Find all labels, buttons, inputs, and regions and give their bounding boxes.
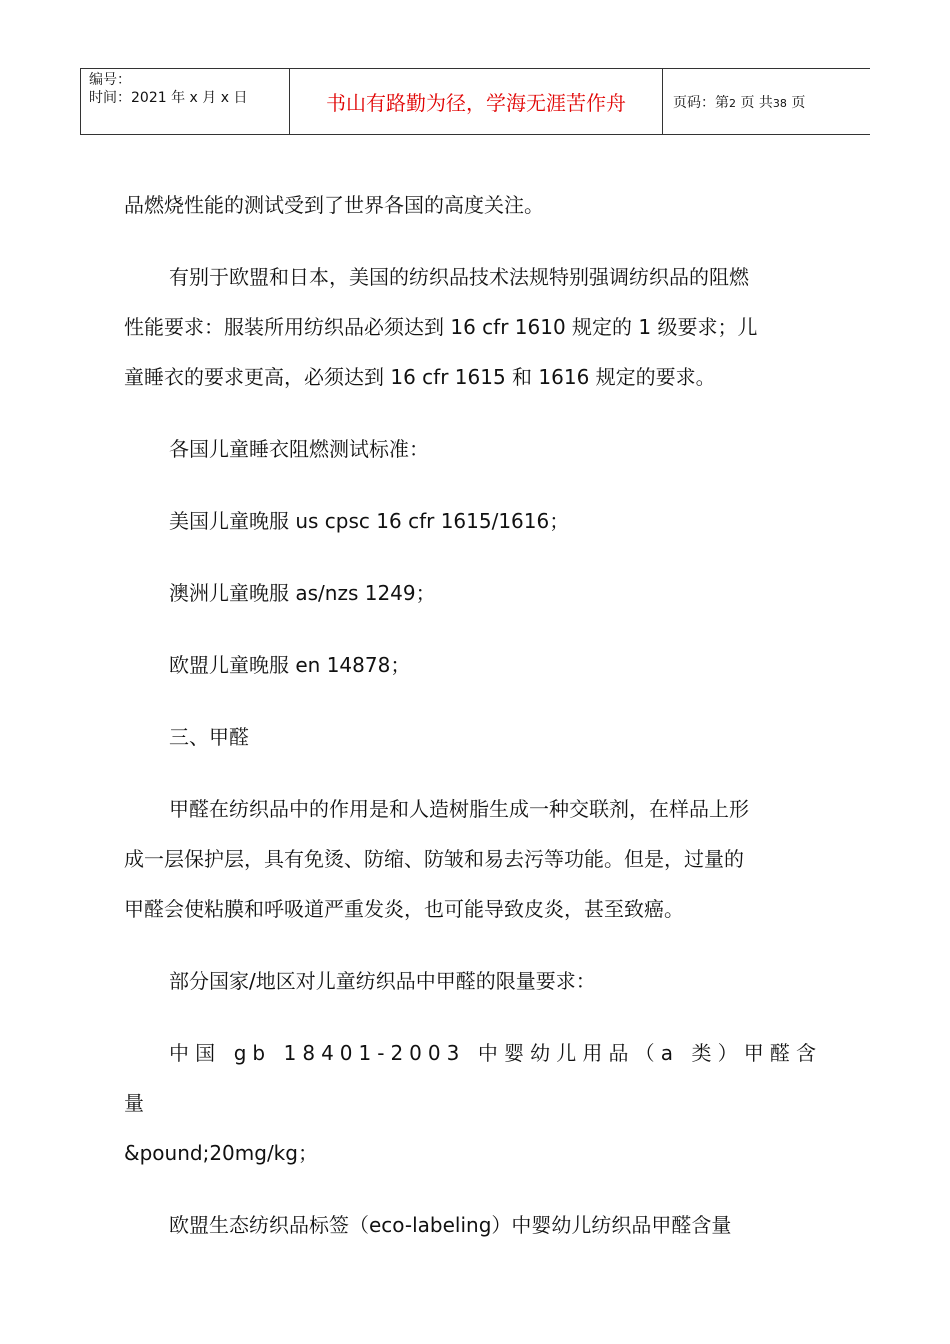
paragraph-standards-intro: 各国儿童睡衣阻燃测试标准： (169, 437, 429, 461)
page-current: 2 (729, 96, 736, 110)
document-number-label: 编号： (89, 72, 131, 88)
paragraph-line: 中国 gb 18401-2003 中婴幼儿用品（a 类）甲醛含量 (124, 1041, 822, 1115)
paragraph-line: 性能要求：服装所用纺织品必须达到 16 cfr 1610 规定的 1 级要求；儿 (124, 315, 758, 339)
page-middle: 页 共 (740, 94, 773, 111)
paragraph-china-limit (124, 1028, 822, 1178)
document-body (124, 180, 822, 1250)
list-item-us-standard: 美国儿童晚服 us cpsc 16 cfr 1615/1616； (169, 509, 570, 533)
list-item-au-standard: 澳洲儿童晚服 as/nzs 1249； (169, 581, 436, 605)
header-page-info (663, 69, 871, 135)
page-suffix: 页 (791, 94, 806, 111)
paragraph-eu-ecolabel: 欧盟生态纺织品标签（eco-labeling）中婴幼儿纺织品甲醛含量 (169, 1213, 732, 1237)
list-item-eu-standard: 欧盟儿童晚服 en 14878； (169, 653, 411, 677)
paragraph-continuation: 品燃烧性能的测试受到了世界各国的高度关注。 (124, 193, 544, 217)
paragraph-line: 有别于欧盟和日本，美国的纺织品技术法规特别强调纺织品的阻燃 (169, 265, 749, 289)
paragraph-limits-intro: 部分国家/地区对儿童纺织品中甲醛的限量要求： (169, 969, 596, 993)
paragraph-line: &pound;20mg/kg； (124, 1141, 318, 1165)
header-motto: 书山有路勤为径，学海无涯苦作舟 (290, 69, 663, 135)
page-total: 38 (772, 96, 787, 110)
paragraph-line: 童睡衣的要求更高，必须达到 16 cfr 1615 和 1616 规定的要求。 (124, 365, 716, 389)
header-meta-cell (81, 69, 290, 135)
paragraph-line: 成一层保护层，具有免烫、防缩、防皱和易去污等功能。但是，过量的 (124, 847, 744, 871)
document-header (80, 68, 870, 135)
section-heading-formaldehyde: 三、甲醛 (169, 725, 249, 749)
paragraph-formaldehyde-description (124, 784, 822, 934)
paragraph-us-regulation (124, 252, 822, 402)
paragraph-line: 甲醛会使粘膜和呼吸道严重发炎，也可能导致皮炎，甚至致癌。 (124, 897, 684, 921)
page-prefix: 页码：第 (673, 94, 729, 111)
document-time-label: 时间：2021 年 x 月 x 日 (89, 90, 248, 106)
paragraph-line: 甲醛在纺织品中的作用是和人造树脂生成一种交联剂，在样品上形 (169, 797, 749, 821)
